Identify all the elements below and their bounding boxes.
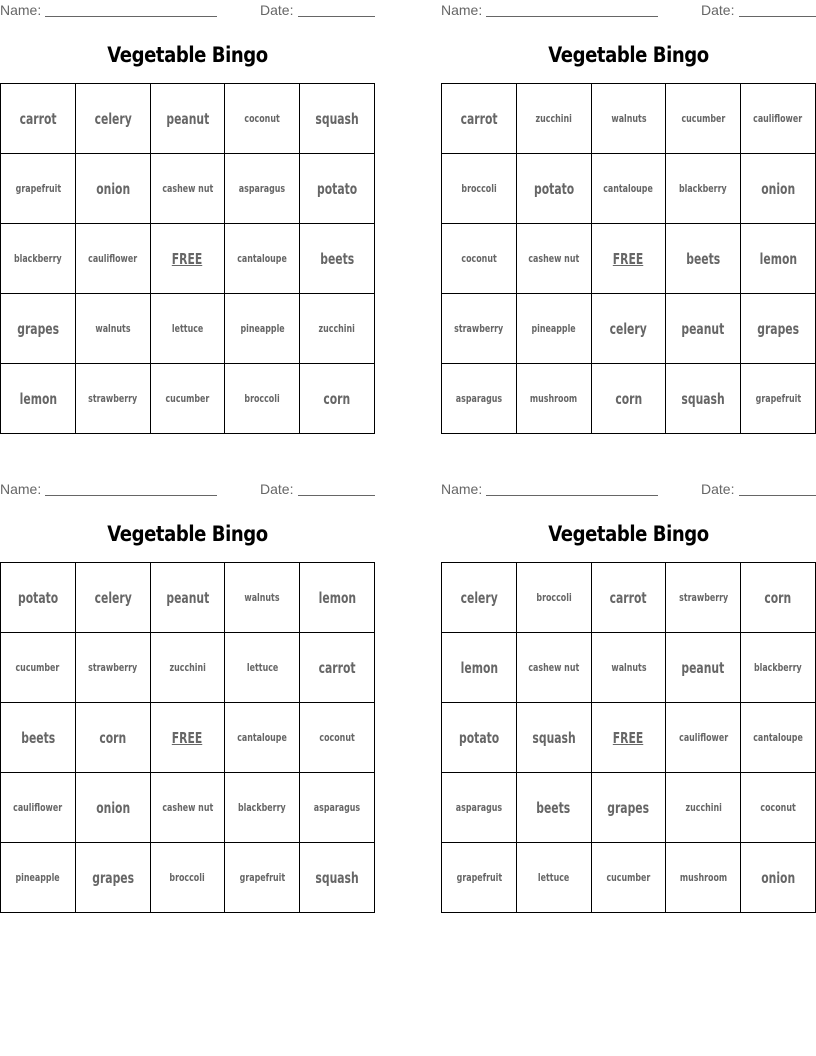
bingo-cell bbox=[741, 294, 816, 364]
bingo-cell bbox=[76, 633, 151, 703]
bingo-word: onion bbox=[761, 868, 796, 887]
bingo-word: potato bbox=[317, 179, 358, 198]
bingo-card-2 bbox=[441, 0, 816, 408]
bingo-cell bbox=[517, 633, 592, 703]
bingo-word: grapes bbox=[91, 868, 134, 887]
bingo-cell bbox=[517, 703, 592, 773]
bingo-word: cantaloupe bbox=[753, 731, 803, 744]
bingo-word: cauliflower bbox=[753, 112, 803, 125]
bingo-cell bbox=[151, 563, 226, 633]
bingo-word: lemon bbox=[19, 389, 57, 408]
bingo-cell bbox=[151, 154, 226, 224]
bingo-word: corn bbox=[99, 728, 127, 747]
bingo-grid bbox=[0, 83, 375, 434]
bingo-word: lemon bbox=[318, 588, 356, 607]
card-header bbox=[441, 0, 816, 22]
bingo-cell bbox=[225, 224, 300, 294]
bingo-cell bbox=[592, 294, 667, 364]
bingo-word: asparagus bbox=[455, 392, 503, 405]
bingo-word: potato bbox=[533, 179, 574, 198]
bingo-cell bbox=[300, 154, 375, 224]
bingo-cell bbox=[225, 154, 300, 224]
bingo-word: onion bbox=[95, 798, 130, 817]
bingo-word: potato bbox=[458, 728, 499, 747]
bingo-word: potato bbox=[17, 588, 58, 607]
bingo-cell bbox=[592, 843, 667, 913]
bingo-cell bbox=[300, 773, 375, 843]
bingo-word: cashew nut bbox=[162, 801, 213, 814]
bingo-cell bbox=[1, 703, 76, 773]
bingo-grid bbox=[441, 562, 816, 913]
bingo-cell bbox=[1, 364, 76, 434]
bingo-word: pineapple bbox=[15, 871, 60, 884]
name-line bbox=[486, 16, 658, 17]
bingo-word: lettuce bbox=[538, 871, 570, 884]
bingo-word: peanut bbox=[681, 658, 725, 677]
bingo-cell bbox=[741, 224, 816, 294]
bingo-word: squash bbox=[315, 868, 359, 887]
bingo-cell bbox=[442, 563, 517, 633]
bingo-word: mushroom bbox=[679, 871, 727, 884]
bingo-cell bbox=[151, 294, 226, 364]
bingo-word: cantaloupe bbox=[237, 731, 288, 744]
bingo-cell bbox=[1, 294, 76, 364]
bingo-cell bbox=[666, 703, 741, 773]
bingo-word: celery bbox=[94, 588, 132, 607]
bingo-word: cucumber bbox=[681, 112, 726, 125]
bingo-cell bbox=[666, 633, 741, 703]
bingo-word: peanut bbox=[681, 319, 725, 338]
free-space-label: FREE bbox=[172, 249, 203, 268]
bingo-cell bbox=[1, 154, 76, 224]
bingo-cell bbox=[225, 633, 300, 703]
bingo-cell bbox=[300, 84, 375, 154]
bingo-word: asparagus bbox=[239, 182, 286, 195]
bingo-cell bbox=[442, 364, 517, 434]
bingo-word: onion bbox=[95, 179, 130, 198]
bingo-grid bbox=[441, 83, 816, 434]
bingo-word: lemon bbox=[460, 658, 498, 677]
bingo-word: squash bbox=[315, 109, 359, 128]
date-label: Date: bbox=[260, 2, 294, 18]
bingo-card-3 bbox=[0, 479, 375, 887]
bingo-cell bbox=[517, 294, 592, 364]
bingo-cell bbox=[592, 154, 667, 224]
bingo-word: grapes bbox=[757, 319, 800, 338]
bingo-word: walnuts bbox=[610, 661, 647, 674]
bingo-word: strawberry bbox=[88, 392, 138, 405]
bingo-cell bbox=[76, 773, 151, 843]
card-title: Vegetable Bingo bbox=[107, 522, 268, 546]
bingo-word: cauliflower bbox=[88, 252, 138, 265]
bingo-word: zucchini bbox=[685, 801, 722, 814]
free-space bbox=[592, 703, 667, 773]
bingo-cell bbox=[76, 563, 151, 633]
bingo-cell bbox=[666, 84, 741, 154]
bingo-cell bbox=[517, 563, 592, 633]
bingo-word: beets bbox=[536, 798, 571, 817]
bingo-cell bbox=[151, 843, 226, 913]
date-label: Date: bbox=[701, 2, 735, 18]
bingo-cell bbox=[741, 154, 816, 224]
bingo-word: pineapple bbox=[240, 322, 285, 335]
bingo-word: cashew nut bbox=[528, 661, 580, 674]
bingo-cell bbox=[151, 364, 226, 434]
bingo-cell bbox=[225, 843, 300, 913]
bingo-cell bbox=[666, 563, 741, 633]
bingo-word: blackberry bbox=[754, 661, 802, 674]
bingo-word: broccoli bbox=[169, 871, 206, 884]
bingo-word: lettuce bbox=[171, 322, 204, 335]
bingo-cell bbox=[1, 773, 76, 843]
bingo-word: cucumber bbox=[15, 661, 60, 674]
date-label: Date: bbox=[701, 481, 735, 497]
bingo-word: peanut bbox=[166, 109, 209, 128]
bingo-word: grapefruit bbox=[15, 182, 61, 195]
bingo-cell bbox=[1, 84, 76, 154]
card-title: Vegetable Bingo bbox=[548, 522, 709, 546]
bingo-word: blackberry bbox=[14, 252, 62, 265]
bingo-cell bbox=[666, 154, 741, 224]
date-line bbox=[298, 495, 375, 496]
bingo-cell bbox=[1, 633, 76, 703]
bingo-cell bbox=[741, 633, 816, 703]
bingo-cell bbox=[300, 224, 375, 294]
bingo-cell bbox=[300, 294, 375, 364]
bingo-word: cashew nut bbox=[528, 252, 580, 265]
bingo-word: cantaloupe bbox=[237, 252, 288, 265]
bingo-word: strawberry bbox=[88, 661, 138, 674]
bingo-word: zucchini bbox=[535, 112, 572, 125]
name-line bbox=[45, 16, 217, 17]
bingo-cell bbox=[442, 773, 517, 843]
name-label: Name: bbox=[441, 481, 483, 497]
free-space-label: FREE bbox=[172, 728, 203, 747]
bingo-cell bbox=[442, 84, 517, 154]
bingo-word: asparagus bbox=[313, 801, 361, 814]
bingo-cell bbox=[300, 633, 375, 703]
bingo-cell bbox=[225, 294, 300, 364]
bingo-cell bbox=[592, 773, 667, 843]
bingo-word: grapefruit bbox=[755, 392, 801, 405]
name-label: Name: bbox=[0, 481, 42, 497]
bingo-cell bbox=[442, 703, 517, 773]
date-line bbox=[739, 495, 816, 496]
bingo-word: peanut bbox=[166, 588, 209, 607]
bingo-word: strawberry bbox=[454, 322, 504, 335]
bingo-word: celery bbox=[94, 109, 132, 128]
bingo-word: corn bbox=[323, 389, 351, 408]
bingo-word: grapefruit bbox=[456, 871, 502, 884]
bingo-word: grapes bbox=[607, 798, 650, 817]
bingo-cell bbox=[151, 84, 226, 154]
bingo-cell bbox=[517, 843, 592, 913]
bingo-word: asparagus bbox=[455, 801, 503, 814]
bingo-word: squash bbox=[532, 728, 576, 747]
card-title: Vegetable Bingo bbox=[548, 43, 709, 67]
bingo-word: corn bbox=[764, 588, 792, 607]
bingo-cell bbox=[666, 364, 741, 434]
bingo-cell bbox=[741, 773, 816, 843]
bingo-cell bbox=[300, 703, 375, 773]
bingo-word: broccoli bbox=[536, 591, 572, 604]
bingo-cell bbox=[666, 294, 741, 364]
name-label: Name: bbox=[0, 2, 42, 18]
bingo-cell bbox=[76, 294, 151, 364]
bingo-cell bbox=[741, 703, 816, 773]
date-line bbox=[739, 16, 816, 17]
bingo-cell bbox=[151, 633, 226, 703]
bingo-cell bbox=[517, 773, 592, 843]
name-line bbox=[45, 495, 217, 496]
bingo-word: grapefruit bbox=[239, 871, 286, 884]
bingo-cell bbox=[225, 84, 300, 154]
bingo-cell bbox=[1, 563, 76, 633]
bingo-cell bbox=[741, 84, 816, 154]
bingo-grid bbox=[0, 562, 375, 913]
free-space-label: FREE bbox=[613, 249, 644, 268]
free-space bbox=[151, 703, 226, 773]
bingo-cell bbox=[442, 294, 517, 364]
bingo-cell bbox=[592, 84, 667, 154]
bingo-word: cashew nut bbox=[162, 182, 213, 195]
bingo-card-1 bbox=[0, 0, 375, 408]
bingo-word: carrot bbox=[19, 109, 57, 128]
name-label: Name: bbox=[441, 2, 483, 18]
bingo-word: lettuce bbox=[246, 661, 278, 674]
bingo-cell bbox=[1, 224, 76, 294]
bingo-word: coconut bbox=[319, 731, 355, 744]
bingo-word: corn bbox=[615, 389, 642, 408]
bingo-word: beets bbox=[320, 249, 355, 268]
date-label: Date: bbox=[260, 481, 294, 497]
bingo-word: blackberry bbox=[679, 182, 728, 195]
bingo-cell bbox=[76, 154, 151, 224]
bingo-word: broccoli bbox=[461, 182, 497, 195]
bingo-cell bbox=[517, 84, 592, 154]
bingo-cell bbox=[442, 843, 517, 913]
bingo-cell bbox=[592, 563, 667, 633]
bingo-cell bbox=[741, 563, 816, 633]
bingo-cell bbox=[225, 703, 300, 773]
bingo-word: zucchini bbox=[169, 661, 206, 674]
bingo-word: walnuts bbox=[95, 322, 131, 335]
bingo-cell bbox=[300, 364, 375, 434]
bingo-cell bbox=[666, 843, 741, 913]
bingo-word: walnuts bbox=[610, 112, 647, 125]
bingo-cell bbox=[76, 224, 151, 294]
bingo-word: beets bbox=[686, 249, 721, 268]
card-title: Vegetable Bingo bbox=[107, 43, 268, 67]
bingo-card-4 bbox=[441, 479, 816, 887]
free-space-label: FREE bbox=[613, 728, 644, 747]
bingo-word: blackberry bbox=[238, 801, 287, 814]
bingo-cell bbox=[442, 633, 517, 703]
bingo-cell bbox=[592, 633, 667, 703]
card-header bbox=[441, 479, 816, 501]
bingo-word: onion bbox=[761, 179, 796, 198]
card-header bbox=[0, 0, 375, 22]
bingo-cell bbox=[300, 843, 375, 913]
bingo-cell bbox=[517, 224, 592, 294]
bingo-cell bbox=[225, 364, 300, 434]
bingo-cell bbox=[442, 154, 517, 224]
bingo-word: cantaloupe bbox=[603, 182, 654, 195]
bingo-cell bbox=[76, 84, 151, 154]
bingo-word: carrot bbox=[318, 658, 356, 677]
bingo-cell bbox=[666, 224, 741, 294]
bingo-cell bbox=[300, 563, 375, 633]
date-line bbox=[298, 16, 375, 17]
bingo-word: coconut bbox=[760, 801, 796, 814]
bingo-word: carrot bbox=[460, 109, 498, 128]
name-line bbox=[486, 495, 658, 496]
bingo-cell bbox=[517, 364, 592, 434]
bingo-word: coconut bbox=[244, 112, 280, 125]
bingo-word: pineapple bbox=[531, 322, 576, 335]
bingo-word: beets bbox=[20, 728, 55, 747]
bingo-cell bbox=[76, 703, 151, 773]
free-space bbox=[151, 224, 226, 294]
bingo-cell bbox=[76, 364, 151, 434]
bingo-cell bbox=[592, 364, 667, 434]
bingo-cell bbox=[442, 224, 517, 294]
bingo-cell bbox=[741, 364, 816, 434]
bingo-word: coconut bbox=[461, 252, 497, 265]
bingo-cell bbox=[741, 843, 816, 913]
bingo-word: grapes bbox=[16, 319, 59, 338]
bingo-cell bbox=[225, 563, 300, 633]
bingo-word: celery bbox=[609, 319, 648, 338]
bingo-word: mushroom bbox=[530, 392, 578, 405]
bingo-word: squash bbox=[681, 389, 725, 408]
bingo-cell bbox=[225, 773, 300, 843]
bingo-word: cucumber bbox=[165, 392, 210, 405]
bingo-word: cucumber bbox=[606, 871, 651, 884]
bingo-cell bbox=[151, 773, 226, 843]
bingo-word: strawberry bbox=[678, 591, 728, 604]
bingo-word: cauliflower bbox=[13, 801, 63, 814]
bingo-word: cauliflower bbox=[678, 731, 728, 744]
bingo-word: carrot bbox=[610, 588, 647, 607]
bingo-word: celery bbox=[460, 588, 498, 607]
bingo-cell bbox=[666, 773, 741, 843]
free-space bbox=[592, 224, 667, 294]
bingo-cell bbox=[1, 843, 76, 913]
bingo-word: zucchini bbox=[318, 322, 356, 335]
bingo-cell bbox=[517, 154, 592, 224]
bingo-word: broccoli bbox=[244, 392, 280, 405]
bingo-cell bbox=[76, 843, 151, 913]
bingo-word: walnuts bbox=[244, 591, 280, 604]
card-header bbox=[0, 479, 375, 501]
bingo-word: lemon bbox=[759, 249, 797, 268]
